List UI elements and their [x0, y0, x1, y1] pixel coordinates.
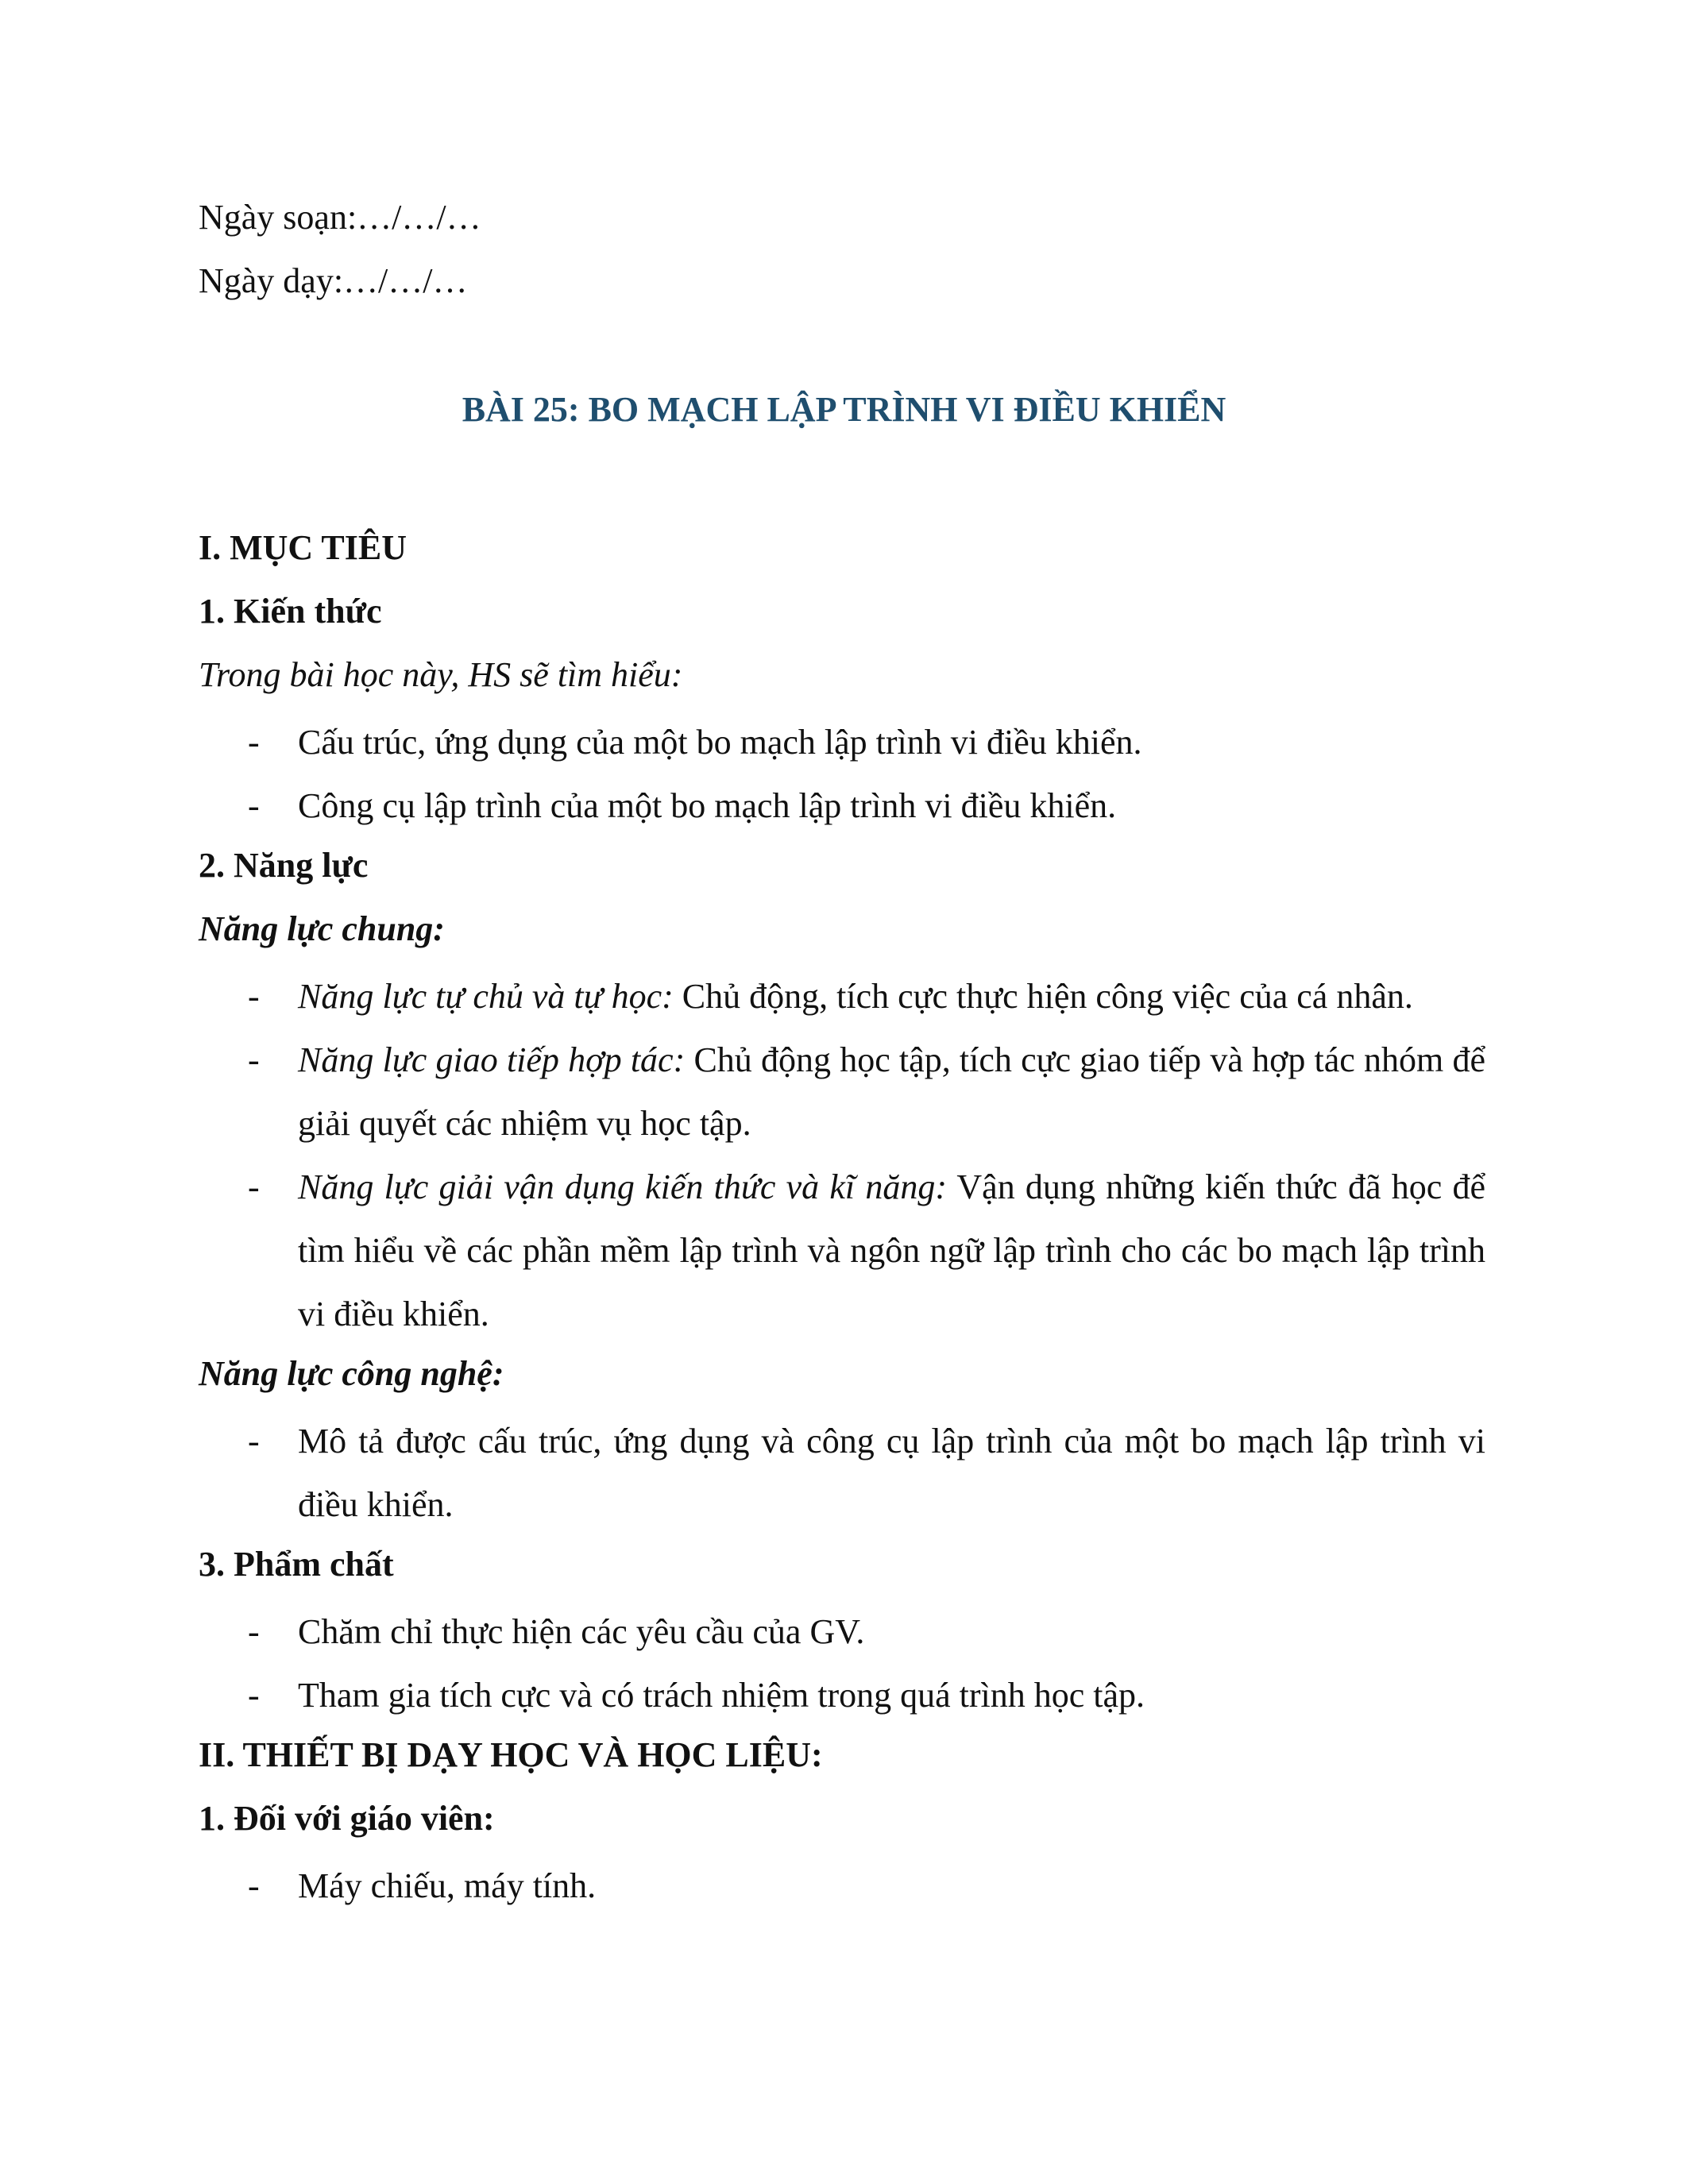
- knowledge-intro: Trong bài học này, HS sẽ tìm hiểu:: [199, 655, 683, 694]
- bullet-dash: -: [248, 1612, 260, 1651]
- list-item: [199, 1600, 1485, 1664]
- subheading-teacher: 1. Đối với giáo viên:: [199, 1799, 495, 1838]
- list-item-text: [298, 965, 1485, 1028]
- competence-text: Vận dụng những kiến thức đã học để tìm hiểu về các phần mềm lập trình và ngôn ngữ lập trình cho các bo mạch lập trình vi điều khiển.: [298, 1167, 1485, 1333]
- list-item-text: Công cụ lập trình của một bo mạch lập trình vi điều khiển.: [298, 786, 1117, 825]
- list-item: [199, 1664, 1485, 1727]
- list-item: [199, 711, 1485, 774]
- list-item: [199, 965, 1485, 1028]
- section-heading-equipment: II. THIẾT BỊ DẠY HỌC VÀ HỌC LIỆU:: [199, 1735, 823, 1774]
- list-item-text: [298, 1156, 1485, 1346]
- list-item: [199, 1854, 1485, 1918]
- competence-label: Năng lực giải vận dụng kiến thức và kĩ năng:: [298, 1167, 947, 1206]
- section-heading-objectives: I. MỤC TIÊU: [199, 528, 408, 567]
- subheading-knowledge: 1. Kiến thức: [199, 592, 382, 631]
- list-item-text: Tham gia tích cực và có trách nhiệm trong quá trình học tập.: [298, 1676, 1145, 1715]
- list-item: [199, 1410, 1485, 1537]
- list-item: [199, 1156, 1485, 1346]
- bullet-dash: -: [248, 1676, 260, 1715]
- bullet-dash: -: [248, 1040, 260, 1079]
- list-item-text: Máy chiếu, máy tính.: [298, 1866, 597, 1905]
- list-item-text: [298, 1028, 1485, 1156]
- tech-competence-heading: Năng lực công nghệ:: [199, 1354, 504, 1393]
- bullet-dash: -: [248, 1422, 260, 1461]
- subheading-competence: 2. Năng lực: [199, 846, 369, 885]
- list-item-text: Chăm chỉ thực hiện các yêu cầu của GV.: [298, 1612, 865, 1651]
- competence-label: Năng lực giao tiếp hợp tác:: [298, 1040, 686, 1079]
- page-title: BÀI 25: BO MẠCH LẬP TRÌNH VI ĐIỀU KHIỂN: [462, 390, 1226, 429]
- bullet-dash: -: [248, 1167, 260, 1206]
- bullet-dash: -: [248, 977, 260, 1016]
- teach-date: Ngày dạy:…/…/…: [199, 261, 468, 300]
- list-item: [199, 774, 1485, 838]
- competence-label: Năng lực tự chủ và tự học:: [298, 977, 674, 1016]
- bullet-dash: -: [248, 786, 260, 825]
- bullet-dash: -: [248, 723, 260, 762]
- general-competence-heading: Năng lực chung:: [199, 909, 445, 948]
- list-item-text: Cấu trúc, ứng dụng của một bo mạch lập trình vi điều khiển.: [298, 723, 1142, 762]
- competence-text: Chủ động học tập, tích cực giao tiếp và hợp tác nhóm để giải quyết các nhiệm vụ học tập.: [298, 1040, 1485, 1143]
- bullet-dash: -: [248, 1866, 260, 1905]
- list-item-text: Mô tả được cấu trúc, ứng dụng và công cụ lập trình của một bo mạch lập trình vi điều khiển.: [298, 1422, 1485, 1524]
- competence-text: Chủ động, tích cực thực hiện công việc của cá nhân.: [673, 977, 1413, 1016]
- list-item: [199, 1028, 1485, 1156]
- subheading-qualities: 3. Phẩm chất: [199, 1545, 394, 1584]
- prep-date: Ngày soạn:…/…/…: [199, 198, 481, 237]
